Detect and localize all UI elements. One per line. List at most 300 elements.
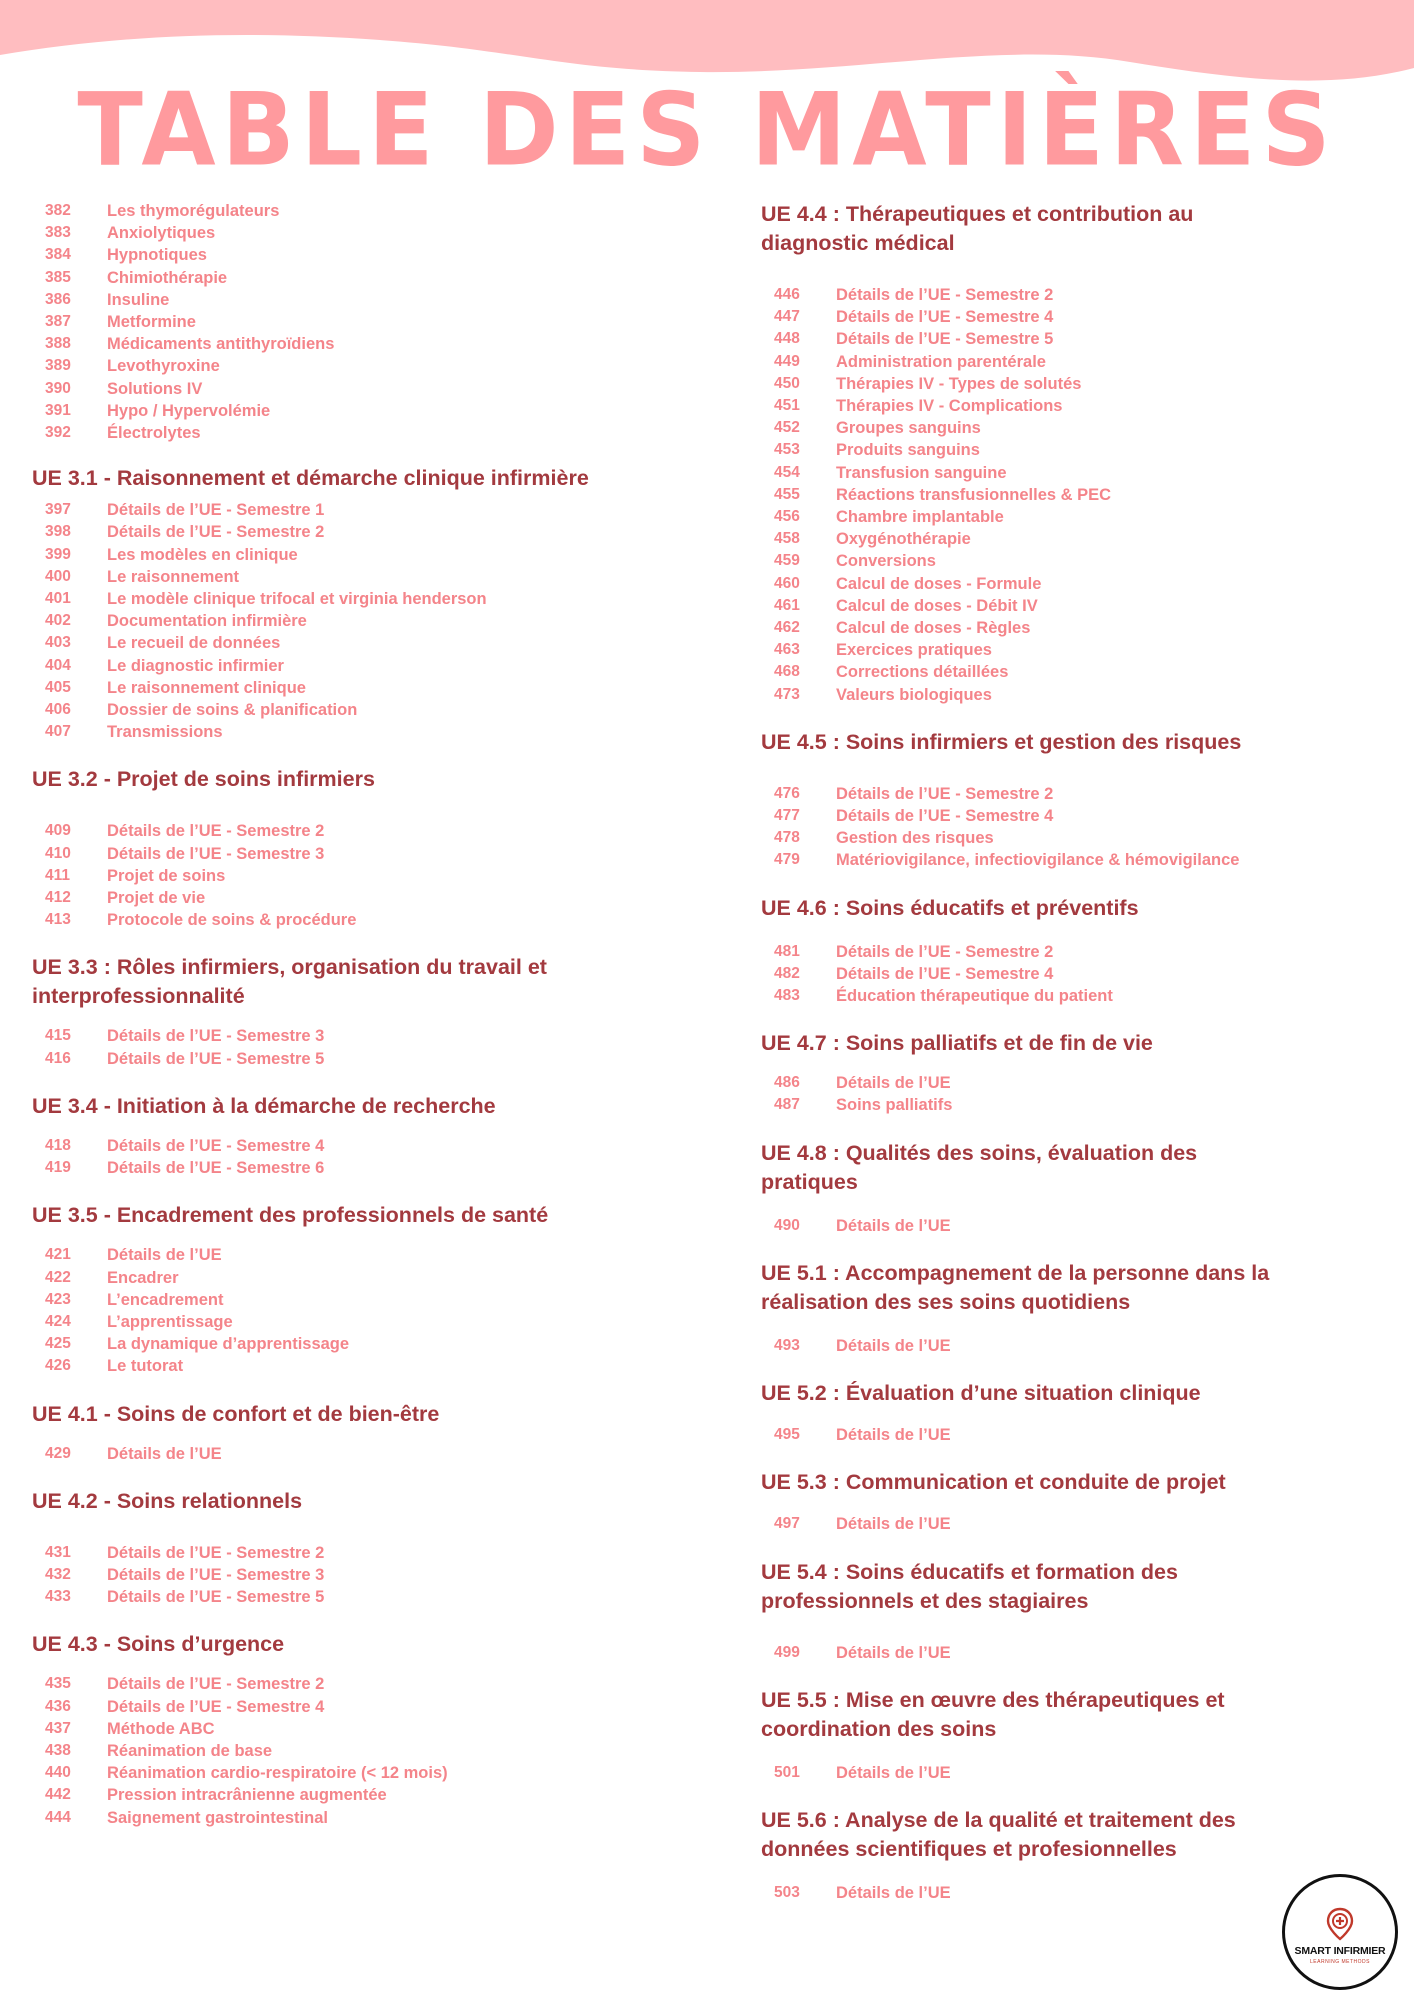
toc-left-column xyxy=(32,200,722,1851)
toc-entry[interactable] xyxy=(45,610,722,632)
toc-page-number: 404 xyxy=(45,656,71,674)
toc-entry-label: Détails de l’UE xyxy=(836,1763,951,1782)
toc-entry[interactable] xyxy=(45,1807,722,1829)
toc-section xyxy=(32,765,722,931)
toc-entry[interactable] xyxy=(774,684,1361,706)
toc-entry[interactable] xyxy=(45,588,722,610)
toc-entry[interactable] xyxy=(774,1642,1361,1664)
toc-section-heading[interactable]: UE 4.8 : Qualités des soins, évaluation des pratiques xyxy=(761,1140,1198,1194)
toc-entry[interactable] xyxy=(45,1267,722,1289)
toc-page-number: 426 xyxy=(45,1357,71,1375)
toc-page-number: 390 xyxy=(45,379,71,397)
toc-entry[interactable] xyxy=(45,422,722,444)
toc-entry[interactable] xyxy=(774,351,1361,373)
toc-page-number: 405 xyxy=(45,678,71,696)
toc-page-number: 451 xyxy=(774,397,800,415)
toc-entry[interactable] xyxy=(45,521,722,543)
toc-section xyxy=(32,1400,722,1465)
toc-section-heading[interactable]: UE 4.4 : Thérapeutiques et contribution au diagnostic médical xyxy=(761,202,1194,255)
toc-entry-label: Levothyroxine xyxy=(107,357,220,376)
toc-entry-list xyxy=(761,1762,1361,1784)
toc-page-number: 418 xyxy=(45,1136,71,1154)
toc-entry-label: Gestion des risques xyxy=(836,829,994,848)
toc-entry[interactable] xyxy=(774,373,1361,395)
toc-entry-label: Groupes sanguins xyxy=(836,419,981,438)
toc-page-number: 422 xyxy=(45,1268,71,1286)
toc-entry[interactable] xyxy=(45,1673,722,1695)
toc-entry-list xyxy=(761,284,1361,706)
toc-entry[interactable] xyxy=(45,311,722,333)
toc-entry-label: Projet de soins xyxy=(107,866,226,885)
toc-entry[interactable] xyxy=(774,462,1361,484)
toc-entry[interactable] xyxy=(774,783,1361,805)
toc-section-heading[interactable]: UE 4.3 - Soins d’urgence xyxy=(32,1632,285,1657)
toc-entry[interactable] xyxy=(774,661,1361,683)
toc-entry-label: Saignement gastrointestinal xyxy=(107,1808,328,1827)
toc-entry[interactable] xyxy=(774,1094,1361,1116)
toc-entry-label: Solutions IV xyxy=(107,379,203,398)
toc-entry-label: Détails de l’UE - Semestre 2 xyxy=(107,523,325,542)
toc-entry[interactable] xyxy=(45,1542,722,1564)
toc-entry[interactable] xyxy=(774,439,1361,461)
toc-entry-label: Détails de l’UE - Semestre 2 xyxy=(107,822,325,841)
toc-entry[interactable] xyxy=(45,1311,722,1333)
toc-entry-label: Documentation infirmière xyxy=(107,612,307,631)
toc-entry-label: Corrections détaillées xyxy=(836,663,1009,682)
toc-page-number: 479 xyxy=(774,851,800,869)
toc-page-number: 468 xyxy=(774,663,800,681)
toc-page-number: 495 xyxy=(774,1426,800,1444)
toc-page-number: 410 xyxy=(45,844,71,862)
toc-entry-list xyxy=(32,1025,722,1069)
toc-left-sections xyxy=(32,464,722,1829)
toc-page-number: 487 xyxy=(774,1096,800,1114)
toc-entry-label: Éducation thérapeutique du patient xyxy=(836,987,1113,1006)
toc-page-number: 497 xyxy=(774,1515,800,1533)
toc-entry[interactable] xyxy=(45,1740,722,1762)
toc-section xyxy=(761,200,1361,706)
toc-section-heading[interactable]: UE 4.6 : Soins éducatifs et préventifs xyxy=(761,895,1139,920)
toc-entry[interactable] xyxy=(45,244,722,266)
toc-entry-label: Le raisonnement clinique xyxy=(107,678,306,697)
toc-entry-label: Protocole de soins & procédure xyxy=(107,911,357,930)
toc-entry[interactable] xyxy=(774,328,1361,350)
toc-entry-label: Détails de l’UE xyxy=(107,1246,222,1265)
toc-entry[interactable] xyxy=(774,573,1361,595)
toc-entry-list xyxy=(761,783,1361,872)
toc-entry-label: Détails de l’UE - Semestre 5 xyxy=(107,1049,325,1068)
toc-entry[interactable] xyxy=(45,566,722,588)
toc-entry-label: Les modèles en clinique xyxy=(107,545,298,564)
toc-page-number: 453 xyxy=(774,441,800,459)
toc-page-number: 476 xyxy=(774,784,800,802)
toc-entry[interactable] xyxy=(774,284,1361,306)
toc-entry-list xyxy=(761,941,1361,1008)
toc-entry-label: Détails de l’UE - Semestre 2 xyxy=(107,1675,325,1694)
toc-section xyxy=(761,894,1361,1008)
toc-entry[interactable] xyxy=(45,699,722,721)
toc-entry-list xyxy=(32,820,722,931)
toc-entry-list xyxy=(761,1335,1361,1357)
toc-entry-list xyxy=(32,1244,722,1377)
toc-section xyxy=(32,1630,722,1828)
toc-entry-label: Thérapies IV - Types de solutés xyxy=(836,374,1082,393)
toc-entry-label: Le tutorat xyxy=(107,1357,184,1376)
toc-entry[interactable] xyxy=(774,550,1361,572)
toc-entry-label: Détails de l’UE - Semestre 3 xyxy=(107,844,325,863)
toc-entry-list xyxy=(761,1215,1361,1237)
toc-entry[interactable] xyxy=(45,632,722,654)
toc-entry-label: Médicaments antithyroïdiens xyxy=(107,335,335,354)
toc-entry-label: Matériovigilance, infectiovigilance & hémovigilance xyxy=(836,851,1240,870)
toc-section-heading[interactable]: UE 4.5 : Soins infirmiers et gestion des risques xyxy=(761,729,1242,754)
toc-entry[interactable] xyxy=(45,1762,722,1784)
toc-entry-label: Détails de l’UE xyxy=(836,1883,951,1902)
toc-page-number: 501 xyxy=(774,1763,800,1781)
toc-entry-label: Détails de l’UE xyxy=(107,1444,222,1463)
toc-page-number: 406 xyxy=(45,701,71,719)
page-title: TABLE DES MATIÈRES xyxy=(77,71,1337,189)
toc-section xyxy=(761,1806,1361,1904)
toc-entry-label: L’apprentissage xyxy=(107,1312,233,1331)
toc-page-number: 473 xyxy=(774,685,800,703)
toc-entry[interactable] xyxy=(45,355,722,377)
logo-tagline: LEARNING METHODS xyxy=(1310,1959,1370,1965)
toc-page-number: 456 xyxy=(774,508,800,526)
toc-section xyxy=(761,1468,1361,1535)
toc-page-number: 462 xyxy=(774,619,800,637)
toc-entry[interactable] xyxy=(45,1289,722,1311)
toc-entry[interactable] xyxy=(45,721,722,743)
toc-page-number: 450 xyxy=(774,374,800,392)
toc-entry[interactable] xyxy=(45,1025,722,1047)
toc-entry[interactable] xyxy=(774,1215,1361,1237)
toc-page-number: 481 xyxy=(774,942,800,960)
toc-entry[interactable] xyxy=(774,1424,1361,1446)
toc-section-heading[interactable]: UE 5.5 : Mise en œuvre des thérapeutiques et coordination des soins xyxy=(761,1687,1225,1741)
toc-entry[interactable] xyxy=(774,1762,1361,1784)
toc-page-number: 397 xyxy=(45,501,71,519)
toc-page-number: 442 xyxy=(45,1786,71,1804)
toc-entry[interactable] xyxy=(774,306,1361,328)
toc-entry[interactable] xyxy=(45,1564,722,1586)
toc-section-heading[interactable]: UE 5.2 : Évaluation d’une situation clinique xyxy=(761,1381,1201,1406)
toc-entry-label: Transmissions xyxy=(107,723,223,742)
toc-page-number: 463 xyxy=(774,641,800,659)
toc-entry-list xyxy=(761,1072,1361,1116)
toc-page-number: 458 xyxy=(774,530,800,548)
toc-entry[interactable] xyxy=(774,506,1361,528)
toc-section xyxy=(761,1139,1361,1237)
toc-entry-label: Détails de l’UE xyxy=(836,1336,951,1355)
toc-page-number: 486 xyxy=(774,1074,800,1092)
toc-right-column xyxy=(761,200,1361,1926)
toc-entry-label: Détails de l’UE - Semestre 2 xyxy=(836,784,1054,803)
toc-entry-label: Projet de vie xyxy=(107,889,206,908)
toc-entry[interactable] xyxy=(45,544,722,566)
toc-entry-label: Metformine xyxy=(107,313,196,332)
toc-entry-label: Calcul de doses - Débit IV xyxy=(836,596,1038,615)
toc-entry[interactable] xyxy=(774,1335,1361,1357)
toc-entry-label: Détails de l’UE - Semestre 3 xyxy=(107,1027,325,1046)
toc-entry[interactable] xyxy=(45,267,722,289)
toc-section xyxy=(32,1201,722,1377)
toc-page-number: 409 xyxy=(45,822,71,840)
toc-page-number: 460 xyxy=(774,574,800,592)
toc-right-sections xyxy=(761,200,1361,1904)
toc-entry[interactable] xyxy=(774,417,1361,439)
toc-entry-label: Chimiothérapie xyxy=(107,268,228,287)
toc-entry-label: Détails de l’UE - Semestre 6 xyxy=(107,1159,325,1178)
toc-page-number: 399 xyxy=(45,545,71,563)
toc-entry-label: Pression intracrânienne augmentée xyxy=(107,1786,387,1805)
toc-entry[interactable] xyxy=(774,849,1361,871)
toc-section xyxy=(32,1487,722,1609)
toc-section xyxy=(32,953,722,1069)
toc-section-heading[interactable]: UE 3.2 - Projet de soins infirmiers xyxy=(32,767,375,792)
toc-entry-label: Réanimation de base xyxy=(107,1741,273,1760)
toc-section xyxy=(761,1558,1361,1664)
toc-entry-list xyxy=(32,1673,722,1828)
toc-page-number: 455 xyxy=(774,485,800,503)
toc-entry-label: Détails de l’UE - Semestre 4 xyxy=(836,308,1054,327)
toc-entry-list xyxy=(761,1424,1361,1446)
toc-page-number: 411 xyxy=(45,866,71,884)
toc-entry-label: Détails de l’UE - Semestre 2 xyxy=(107,1543,325,1562)
toc-entry[interactable] xyxy=(45,289,722,311)
logo-name: SMART INFIRMIER xyxy=(1294,1945,1386,1957)
toc-entry-label: Dossier de soins & planification xyxy=(107,701,358,720)
toc-entry[interactable] xyxy=(45,1355,722,1377)
toc-section-heading[interactable]: UE 4.1 - Soins de confort et de bien-être xyxy=(32,1401,440,1426)
toc-page-number: 477 xyxy=(774,807,800,825)
toc-entry[interactable] xyxy=(45,1333,722,1355)
toc-entry[interactable] xyxy=(774,1513,1361,1535)
toc-entry[interactable] xyxy=(45,378,722,400)
toc-entry[interactable] xyxy=(774,395,1361,417)
toc-section xyxy=(32,1092,722,1179)
toc-entry-label: Exercices pratiques xyxy=(836,641,992,660)
toc-page-number: 419 xyxy=(45,1159,71,1177)
toc-page-number: 435 xyxy=(45,1675,71,1693)
toc-page-number: 459 xyxy=(774,552,800,570)
toc-entry-label: Conversions xyxy=(836,552,936,571)
toc-entry[interactable] xyxy=(774,595,1361,617)
toc-section-heading[interactable]: UE 3.5 - Encadrement des professionnels de santé xyxy=(32,1203,549,1228)
toc-entry[interactable] xyxy=(774,484,1361,506)
toc-page-number: 438 xyxy=(45,1741,71,1759)
toc-entry-label: Valeurs biologiques xyxy=(836,685,992,704)
toc-entry[interactable] xyxy=(45,1443,722,1465)
toc-page-number: 402 xyxy=(45,612,71,630)
toc-page-number: 483 xyxy=(774,987,800,1005)
toc-page-number: 452 xyxy=(774,419,800,437)
toc-entry-label: Méthode ABC xyxy=(107,1719,215,1738)
toc-entry-list xyxy=(32,1443,722,1465)
toc-page-number: 432 xyxy=(45,1565,71,1583)
toc-page-number: 423 xyxy=(45,1290,71,1308)
toc-page-number: 384 xyxy=(45,246,71,264)
toc-entry-list xyxy=(761,1642,1361,1664)
toc-entry-label: Le recueil de données xyxy=(107,634,281,653)
toc-section-heading[interactable]: UE 3.1 - Raisonnement et démarche clinique infirmière xyxy=(32,466,589,491)
toc-entry-label: Produits sanguins xyxy=(836,441,980,460)
toc-entry[interactable] xyxy=(45,400,722,422)
toc-page-number: 437 xyxy=(45,1719,71,1737)
toc-entry[interactable] xyxy=(45,222,722,244)
toc-section xyxy=(761,728,1361,872)
toc-page-number: 400 xyxy=(45,567,71,585)
toc-page-number: 431 xyxy=(45,1543,71,1561)
toc-page-number: 391 xyxy=(45,401,71,419)
toc-entry[interactable] xyxy=(774,827,1361,849)
toc-page-number: 383 xyxy=(45,224,71,242)
toc-page-number: 454 xyxy=(774,463,800,481)
toc-entry[interactable] xyxy=(45,909,722,931)
toc-entry-label: Les thymorégulateurs xyxy=(107,202,280,220)
medical-shield-icon xyxy=(1326,1907,1354,1941)
toc-entry-label: Détails de l’UE - Semestre 3 xyxy=(107,1565,325,1584)
toc-entry[interactable] xyxy=(774,528,1361,550)
toc-entry-list xyxy=(32,499,722,743)
toc-entry[interactable] xyxy=(45,333,722,355)
toc-entry[interactable] xyxy=(45,887,722,909)
toc-entry-list xyxy=(761,1882,1361,1904)
toc-page-number: 389 xyxy=(45,357,71,375)
toc-entry[interactable] xyxy=(45,865,722,887)
toc-entry-label: Détails de l’UE - Semestre 4 xyxy=(107,1136,325,1155)
toc-entry-label: Le modèle clinique trifocal et virginia henderson xyxy=(107,590,487,609)
toc-page-number: 407 xyxy=(45,723,71,741)
toc-entry-label: L’encadrement xyxy=(107,1290,224,1309)
toc-entry-label: Détails de l’UE xyxy=(836,1515,951,1534)
toc-page-number: 447 xyxy=(774,308,800,326)
toc-entry[interactable] xyxy=(45,1718,722,1740)
toc-page-number: 421 xyxy=(45,1246,71,1264)
toc-entry-label: Encadrer xyxy=(107,1268,179,1287)
toc-entry[interactable] xyxy=(774,639,1361,661)
toc-entry-label: Détails de l’UE - Semestre 5 xyxy=(107,1588,325,1607)
toc-entry[interactable] xyxy=(774,805,1361,827)
toc-section-heading[interactable]: UE 5.6 : Analyse de la qualité et traitement des données scientifiques et profesionnelles xyxy=(761,1807,1236,1861)
toc-section-heading[interactable]: UE 4.2 - Soins relationnels xyxy=(32,1488,303,1513)
toc-page-number: 382 xyxy=(45,202,71,219)
toc-entry[interactable] xyxy=(774,963,1361,985)
toc-entry[interactable] xyxy=(45,820,722,842)
toc-page-number: 416 xyxy=(45,1049,71,1067)
toc-entry-label: Oxygénothérapie xyxy=(836,530,971,549)
toc-entry-label: Le raisonnement xyxy=(107,567,240,586)
smart-infirmier-logo xyxy=(1282,1874,1398,1990)
toc-entry[interactable] xyxy=(774,1882,1361,1904)
toc-entry-label: Hypo / Hypervolémie xyxy=(107,401,271,420)
toc-entry-label: Détails de l’UE xyxy=(836,1074,951,1093)
toc-entry-label: Calcul de doses - Formule xyxy=(836,574,1042,593)
toc-entry-label: Le diagnostic infirmier xyxy=(107,656,284,675)
toc-page-number: 499 xyxy=(774,1643,800,1661)
toc-entry-label: Chambre implantable xyxy=(836,508,1004,527)
toc-page-number: 425 xyxy=(45,1335,71,1353)
toc-entry[interactable] xyxy=(45,843,722,865)
toc-entry-list xyxy=(32,1542,722,1609)
toc-entry-label: Soins palliatifs xyxy=(836,1096,953,1115)
toc-entry[interactable] xyxy=(774,617,1361,639)
toc-entry-label: Détails de l’UE - Semestre 1 xyxy=(107,501,325,520)
toc-entry[interactable] xyxy=(45,1048,722,1070)
toc-section-heading[interactable]: UE 4.7 : Soins palliatifs et de fin de vie xyxy=(761,1031,1153,1056)
toc-page-number: 386 xyxy=(45,290,71,308)
toc-page-number: 387 xyxy=(45,313,71,331)
toc-entry-label: Hypnotiques xyxy=(107,246,207,265)
toc-entry-list xyxy=(761,1513,1361,1535)
toc-page-number: 444 xyxy=(45,1808,71,1826)
toc-entry[interactable] xyxy=(45,677,722,699)
toc-entry-label: Transfusion sanguine xyxy=(836,463,1007,482)
toc-entry-label: Anxiolytiques xyxy=(107,224,216,243)
toc-page-number: 401 xyxy=(45,590,71,608)
toc-entry[interactable] xyxy=(45,1784,722,1806)
toc-entry-label: Thérapies IV - Complications xyxy=(836,397,1063,416)
toc-entry-label: Réanimation cardio-respiratoire (< 12 mois) xyxy=(107,1764,448,1783)
toc-entry[interactable] xyxy=(45,1135,722,1157)
toc-entry-label: Insuline xyxy=(107,290,170,309)
toc-entry-label: Électrolytes xyxy=(107,424,201,443)
toc-entry[interactable] xyxy=(774,941,1361,963)
toc-page-number: 412 xyxy=(45,889,71,907)
toc-page-number: 433 xyxy=(45,1588,71,1606)
toc-page-number: 436 xyxy=(45,1697,71,1715)
toc-entry-label: La dynamique d’apprentissage xyxy=(107,1335,350,1354)
toc-entry-label: Administration parentérale xyxy=(836,352,1046,371)
toc-entry-label: Détails de l’UE - Semestre 4 xyxy=(836,964,1054,983)
toc-entry[interactable] xyxy=(45,499,722,521)
toc-entry-label: Détails de l’UE - Semestre 5 xyxy=(836,330,1054,349)
toc-entry-label: Détails de l’UE xyxy=(836,1216,951,1235)
toc-page-number: 429 xyxy=(45,1444,71,1462)
toc-entry-label: Détails de l’UE - Semestre 2 xyxy=(836,286,1054,304)
toc-entry-label: Détails de l’UE - Semestre 4 xyxy=(836,807,1054,826)
toc-section xyxy=(761,1029,1361,1116)
toc-entry[interactable] xyxy=(774,1072,1361,1094)
toc-section-heading[interactable]: UE 3.3 : Rôles infirmiers, organisation du travail et interprofessionnalité xyxy=(32,955,547,1009)
toc-entry-list xyxy=(32,200,722,444)
toc-page-number: 403 xyxy=(45,634,71,652)
toc-entry[interactable] xyxy=(45,655,722,677)
toc-section-heading[interactable]: UE 5.1 : Accompagnement de la personne dans la réalisation des ses soins quotidiens xyxy=(761,1260,1270,1314)
toc-section-heading[interactable]: UE 3.4 - Initiation à la démarche de recherche xyxy=(32,1093,496,1118)
toc-entry-label: Réactions transfusionnelles & PEC xyxy=(836,485,1112,504)
toc-page-number: 392 xyxy=(45,424,71,442)
toc-section-heading[interactable]: UE 5.3 : Communication et conduite de projet xyxy=(761,1470,1226,1495)
toc-page-number: 424 xyxy=(45,1312,71,1330)
toc-entry[interactable] xyxy=(45,1696,722,1718)
toc-entry[interactable] xyxy=(45,1244,722,1266)
toc-entry[interactable] xyxy=(45,200,722,222)
toc-page-number: 482 xyxy=(774,964,800,982)
toc-entry[interactable] xyxy=(45,1586,722,1608)
toc-page-number: 440 xyxy=(45,1764,71,1782)
toc-page-number: 446 xyxy=(774,286,800,303)
toc-entry[interactable] xyxy=(774,985,1361,1007)
toc-page-number: 415 xyxy=(45,1027,71,1045)
toc-entry-list xyxy=(32,1135,722,1179)
toc-entry[interactable] xyxy=(45,1157,722,1179)
toc-section-heading[interactable]: UE 5.4 : Soins éducatifs et formation des professionnels et des stagiaires xyxy=(761,1559,1178,1613)
toc-page-number: 503 xyxy=(774,1883,800,1901)
toc-section xyxy=(761,1686,1361,1784)
toc-page-number: 478 xyxy=(774,829,800,847)
toc-page-number: 385 xyxy=(45,268,71,286)
